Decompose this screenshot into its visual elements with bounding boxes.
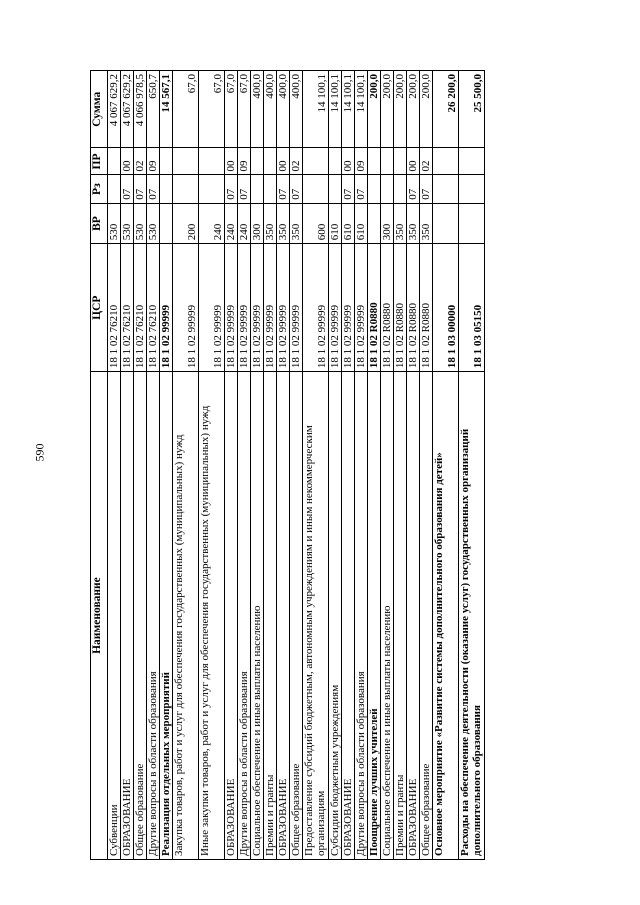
header-sum: Сумма (91, 71, 108, 148)
table-row (134, 71, 147, 860)
cell-vr: 350 (394, 203, 407, 244)
table-row (121, 71, 134, 860)
cell-sum: 14 100,1 (329, 71, 342, 148)
cell-vr: 610 (329, 203, 342, 244)
cell-pr: 00 (407, 148, 420, 175)
cell-vr: 530 (147, 203, 160, 244)
cell-sum: 14 567,1 (160, 71, 173, 148)
cell-sum: 67,0 (173, 71, 199, 148)
cell-name: Премии и гранты (394, 372, 407, 860)
cell-pr (173, 148, 199, 175)
cell-rz (160, 175, 173, 203)
cell-csr: 18 1 02 99999 (342, 244, 355, 372)
cell-name: Предоставление субсидий бюджетным, автономным учреждениям и иным некоммерческим организациям (303, 372, 329, 860)
cell-vr: 600 (303, 203, 329, 244)
cell-pr: 00 (225, 148, 238, 175)
table-row (251, 71, 264, 860)
cell-vr: 240 (225, 203, 238, 244)
cell-pr: 02 (134, 148, 147, 175)
cell-name: ОБРАЗОВАНИЕ (225, 372, 238, 860)
table-row (368, 71, 381, 860)
table-row (381, 71, 394, 860)
table-row (394, 71, 407, 860)
cell-pr: 02 (290, 148, 303, 175)
cell-vr: 240 (199, 203, 225, 244)
cell-name: ОБРАЗОВАНИЕ (277, 372, 290, 860)
cell-csr: 18 1 02 99999 (225, 244, 238, 372)
table-row (433, 71, 459, 860)
cell-csr: 18 1 02 76210 (134, 244, 147, 372)
rotated-page (90, 70, 610, 860)
cell-csr: 18 1 02 99999 (277, 244, 290, 372)
cell-name: Общее образование (134, 372, 147, 860)
cell-pr (199, 148, 225, 175)
cell-csr: 18 1 02 99999 (303, 244, 329, 372)
cell-vr: 530 (134, 203, 147, 244)
cell-pr (303, 148, 329, 175)
cell-csr: 18 1 02 R0880 (394, 244, 407, 372)
cell-vr: 300 (381, 203, 394, 244)
cell-pr (381, 148, 394, 175)
cell-csr: 18 1 02 R0880 (407, 244, 420, 372)
table-row (264, 71, 277, 860)
table-row (407, 71, 420, 860)
header-csr: ЦСР (91, 244, 108, 372)
cell-name: Расходы на обеспечение деятельности (оказание услуг) государственных организаций дополнительного образования (459, 372, 485, 860)
cell-sum: 67,0 (238, 71, 251, 148)
cell-sum: 400,0 (264, 71, 277, 148)
cell-name: Иные закупки товаров, работ и услуг для обеспечения государственных (муниципальных) нужд (199, 372, 225, 860)
cell-csr: 18 1 02 99999 (160, 244, 173, 372)
cell-vr: 200 (173, 203, 199, 244)
cell-name: Социальное обеспечение и иные выплаты населению (251, 372, 264, 860)
cell-rz (264, 175, 277, 203)
table-row (342, 71, 355, 860)
cell-rz (303, 175, 329, 203)
cell-name: Социальное обеспечение и иные выплаты населению (381, 372, 394, 860)
cell-vr: 350 (290, 203, 303, 244)
cell-name: ОБРАЗОВАНИЕ (407, 372, 420, 860)
cell-rz (329, 175, 342, 203)
cell-vr: 530 (108, 203, 121, 244)
cell-pr: 02 (420, 148, 433, 175)
table-row (173, 71, 199, 860)
cell-name: ОБРАЗОВАНИЕ (121, 372, 134, 860)
cell-name: Другие вопросы в области образования (355, 372, 368, 860)
cell-csr: 18 1 03 00000 (433, 244, 459, 372)
header-rz: Рз (91, 175, 108, 203)
cell-sum: 200,0 (420, 71, 433, 148)
cell-vr: 350 (420, 203, 433, 244)
table-row (303, 71, 329, 860)
cell-rz: 07 (342, 175, 355, 203)
cell-rz: 07 (407, 175, 420, 203)
cell-rz (459, 175, 485, 203)
cell-pr: 09 (238, 148, 251, 175)
cell-vr: 610 (342, 203, 355, 244)
cell-csr: 18 1 02 99999 (290, 244, 303, 372)
table-row (459, 71, 485, 860)
table-row (420, 71, 433, 860)
cell-pr (459, 148, 485, 175)
cell-vr (160, 203, 173, 244)
cell-csr: 18 1 02 R0880 (381, 244, 394, 372)
cell-rz (108, 175, 121, 203)
cell-name: Общее образование (420, 372, 433, 860)
header-pr: ПР (91, 148, 108, 175)
cell-name: Субвенции (108, 372, 121, 860)
cell-sum: 4 067 629,2 (108, 71, 121, 148)
cell-rz: 07 (355, 175, 368, 203)
cell-csr: 18 1 02 99999 (251, 244, 264, 372)
cell-sum: 400,0 (290, 71, 303, 148)
cell-sum: 200,0 (368, 71, 381, 148)
cell-rz (368, 175, 381, 203)
cell-rz: 07 (290, 175, 303, 203)
cell-rz (433, 175, 459, 203)
cell-csr: 18 1 02 R0880 (368, 244, 381, 372)
cell-csr: 18 1 03 05150 (459, 244, 485, 372)
cell-vr (368, 203, 381, 244)
table-row (147, 71, 160, 860)
cell-sum: 200,0 (407, 71, 420, 148)
cell-pr (394, 148, 407, 175)
cell-sum: 400,0 (277, 71, 290, 148)
cell-vr: 300 (251, 203, 264, 244)
cell-name: Основное мероприятие «Развитие системы дополнительного образования детей» (433, 372, 459, 860)
header-name: Наименование (91, 372, 108, 860)
table-row (199, 71, 225, 860)
cell-vr: 350 (277, 203, 290, 244)
cell-rz: 07 (277, 175, 290, 203)
table-row (290, 71, 303, 860)
header-vr: ВР (91, 203, 108, 244)
cell-pr (251, 148, 264, 175)
table-row (238, 71, 251, 860)
budget-table (90, 70, 485, 860)
table-row (329, 71, 342, 860)
cell-vr: 350 (264, 203, 277, 244)
cell-pr (433, 148, 459, 175)
cell-sum: 400,0 (251, 71, 264, 148)
table-row (225, 71, 238, 860)
table-body (108, 71, 485, 860)
table-row (355, 71, 368, 860)
cell-csr: 18 1 02 76210 (121, 244, 134, 372)
cell-sum: 67,0 (225, 71, 238, 148)
table-row (277, 71, 290, 860)
cell-vr (433, 203, 459, 244)
cell-csr: 18 1 02 76210 (108, 244, 121, 372)
cell-pr: 00 (121, 148, 134, 175)
cell-rz: 07 (134, 175, 147, 203)
cell-csr: 18 1 02 99999 (173, 244, 199, 372)
cell-vr (459, 203, 485, 244)
cell-pr (264, 148, 277, 175)
cell-vr: 530 (121, 203, 134, 244)
cell-csr: 18 1 02 R0880 (420, 244, 433, 372)
cell-rz (199, 175, 225, 203)
cell-name: Другие вопросы в области образования (147, 372, 160, 860)
cell-name: Закупка товаров, работ и услуг для обеспечения государственных (муниципальных) нужд (173, 372, 199, 860)
cell-sum: 200,0 (394, 71, 407, 148)
cell-csr: 18 1 02 99999 (355, 244, 368, 372)
cell-name: Субсидии бюджетным учреждениям (329, 372, 342, 860)
cell-sum: 26 200,0 (433, 71, 459, 148)
cell-rz: 07 (147, 175, 160, 203)
cell-sum: 650,7 (147, 71, 160, 148)
cell-sum: 4 066 978,5 (134, 71, 147, 148)
cell-name: Общее образование (290, 372, 303, 860)
cell-vr: 240 (238, 203, 251, 244)
cell-name: Другие вопросы в области образования (238, 372, 251, 860)
cell-pr: 09 (355, 148, 368, 175)
cell-name: Премии и гранты (264, 372, 277, 860)
cell-rz: 07 (121, 175, 134, 203)
cell-name: Поощрение лучших учителей (368, 372, 381, 860)
cell-csr: 18 1 02 99999 (329, 244, 342, 372)
table-header-row (91, 71, 108, 860)
cell-sum: 14 100,1 (342, 71, 355, 148)
cell-pr (329, 148, 342, 175)
cell-sum: 67,0 (199, 71, 225, 148)
cell-rz: 07 (238, 175, 251, 203)
cell-pr (160, 148, 173, 175)
cell-sum: 14 100,1 (355, 71, 368, 148)
cell-vr: 610 (355, 203, 368, 244)
cell-pr: 00 (342, 148, 355, 175)
cell-sum: 14 100,1 (303, 71, 329, 148)
table-row (108, 71, 121, 860)
cell-rz: 07 (225, 175, 238, 203)
cell-rz (173, 175, 199, 203)
cell-name: Реализация отдельных мероприятий (160, 372, 173, 860)
cell-pr (108, 148, 121, 175)
cell-csr: 18 1 02 76210 (147, 244, 160, 372)
cell-sum: 200,0 (381, 71, 394, 148)
cell-name: ОБРАЗОВАНИЕ (342, 372, 355, 860)
cell-pr (368, 148, 381, 175)
cell-csr: 18 1 02 99999 (264, 244, 277, 372)
cell-vr: 350 (407, 203, 420, 244)
cell-csr: 18 1 02 99999 (199, 244, 225, 372)
cell-rz (394, 175, 407, 203)
page-number: 590 (32, 443, 47, 462)
cell-sum: 4 067 629,2 (121, 71, 134, 148)
cell-sum: 25 500,0 (459, 71, 485, 148)
table-row (160, 71, 173, 860)
cell-pr: 09 (147, 148, 160, 175)
cell-pr: 00 (277, 148, 290, 175)
cell-rz (251, 175, 264, 203)
cell-rz: 07 (420, 175, 433, 203)
cell-rz (381, 175, 394, 203)
cell-csr: 18 1 02 99999 (238, 244, 251, 372)
